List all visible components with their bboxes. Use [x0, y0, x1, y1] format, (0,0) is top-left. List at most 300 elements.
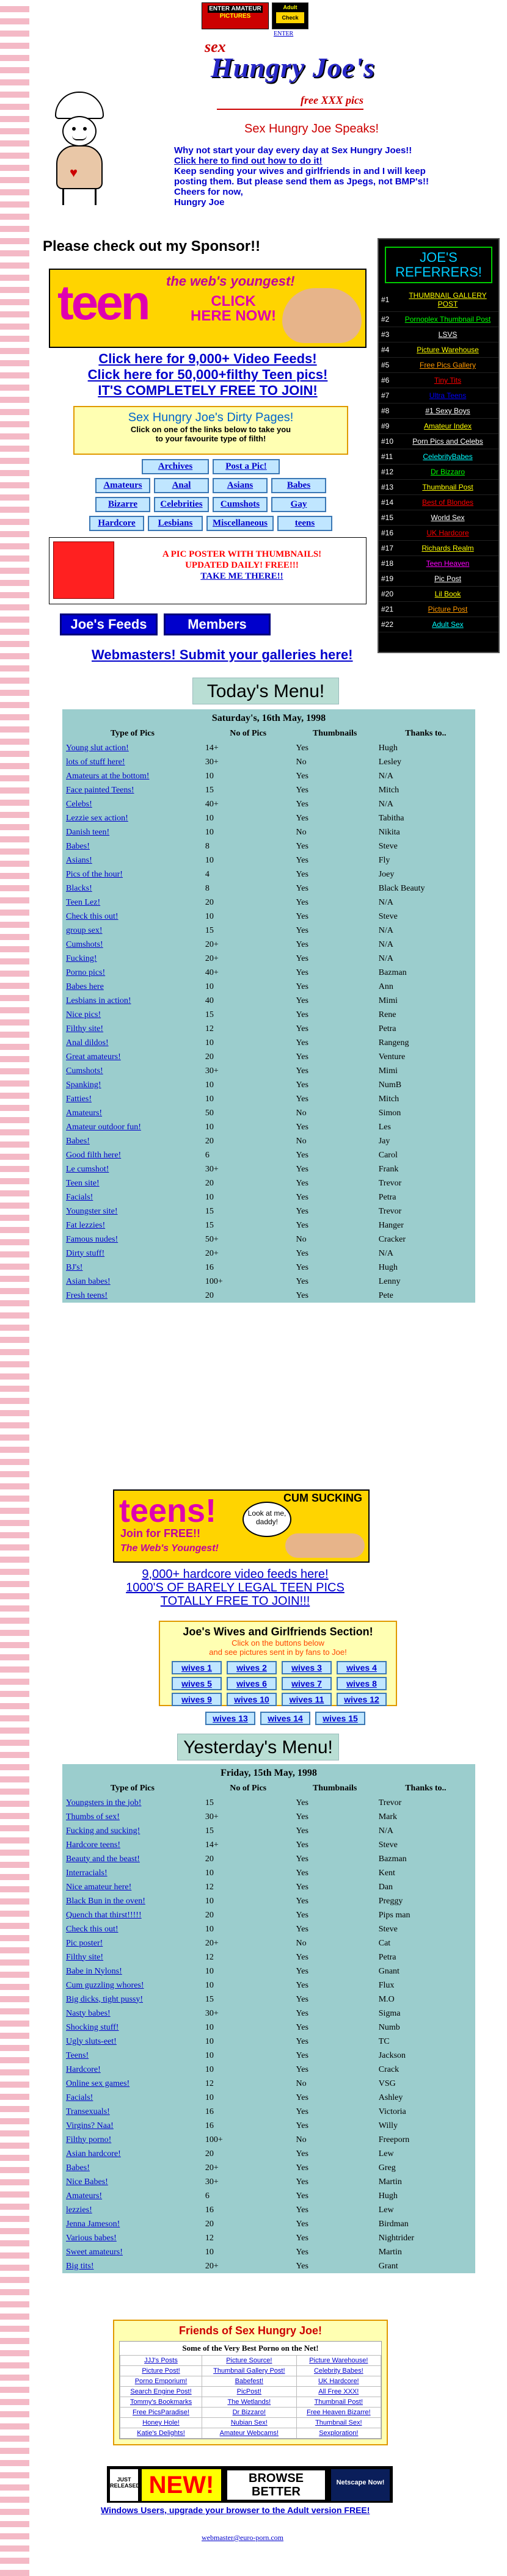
cell-thanks: Fly — [378, 855, 390, 865]
gallery-link[interactable]: Beauty and the beast! — [66, 1854, 140, 1864]
cell-thumbs: Yes — [296, 1798, 308, 1807]
cell-count: 6 — [205, 2191, 210, 2201]
friend-link[interactable]: Free PicsParadise! — [120, 2408, 202, 2418]
friend-link[interactable]: Picture Source! — [202, 2356, 297, 2366]
category-post-a-pic[interactable]: Post a Pic! — [213, 459, 280, 474]
cell-thanks: Sigma — [378, 2008, 401, 2018]
gallery-link[interactable]: Big tits! — [66, 2261, 94, 2271]
cell-type — [62, 1838, 203, 1852]
referrer-link[interactable]: Dr Bizzaro — [397, 465, 498, 480]
how-to-link[interactable]: Click here to find out how to do it! — [174, 156, 323, 166]
gallery-link[interactable]: Youngster site! — [66, 1206, 118, 1216]
table-row — [62, 1978, 475, 1992]
gallery-link[interactable]: lots of stuff here! — [66, 757, 125, 767]
gallery-link[interactable]: Lesbians in action! — [66, 996, 131, 1005]
category-miscellaneous[interactable]: Miscellaneous — [206, 516, 274, 531]
gallery-link[interactable]: Fatties! — [66, 1094, 92, 1104]
category-hardcore[interactable]: Hardcore — [89, 516, 144, 531]
cell-thumbs: Yes — [296, 813, 308, 823]
wives-title: Joe's Wives and Girlfriends Section! — [183, 1626, 373, 1638]
cell-count: 20 — [205, 2149, 214, 2158]
adult-check-banner[interactable] — [272, 2, 308, 29]
gallery-link[interactable]: Famous nudes! — [66, 1234, 119, 1244]
cell-count: 20 — [205, 897, 214, 907]
gallery-link[interactable]: Filthy site! — [66, 1952, 104, 1962]
cell-count: 40+ — [205, 968, 219, 977]
gallery-link[interactable]: Youngsters in the job! — [66, 1798, 142, 1807]
gallery-link[interactable]: Asian babes! — [66, 1276, 111, 1286]
referrer-row — [379, 526, 498, 541]
gallery-link[interactable]: Fucking and sucking! — [66, 1826, 140, 1836]
cell-count: 20+ — [205, 953, 219, 963]
gallery-link[interactable]: Nice pics! — [66, 1010, 101, 1019]
cell-thumbs: No — [296, 1108, 307, 1118]
gallery-link[interactable]: Teens! — [66, 2050, 89, 2060]
cell-thanks: Trevor — [378, 1178, 402, 1188]
cell-thanks: Bazman — [378, 968, 407, 977]
gallery-link[interactable]: Teen Lez! — [66, 897, 101, 907]
gallery-link[interactable]: Black Bun in the oven! — [66, 1896, 145, 1906]
referrer-link[interactable]: Adult Sex — [397, 617, 498, 632]
gallery-link[interactable]: Amateurs at the bottom! — [66, 771, 150, 781]
gallery-link[interactable]: Babes! — [66, 1136, 90, 1146]
cell-thanks: Mark — [378, 1812, 398, 1822]
gallery-link[interactable]: Virgins? Naa! — [66, 2121, 114, 2130]
wives-button-5[interactable]: wives 5 — [172, 1677, 222, 1690]
referrer-row — [379, 373, 498, 388]
table-row — [62, 1190, 475, 1204]
dirty-pages-title: Sex Hungry Joe's Dirty Pages! — [128, 411, 294, 424]
gallery-link[interactable]: BJ's! — [66, 1262, 83, 1272]
cell-count: 10 — [205, 2022, 214, 2032]
gallery-link[interactable]: Fat lezzies! — [66, 1220, 106, 1230]
table-row — [62, 1275, 475, 1289]
cell-thumbs: Yes — [296, 968, 308, 977]
cell-count: 12 — [205, 1882, 214, 1892]
gallery-link[interactable]: Ugly sluts-eet! — [66, 2036, 117, 2046]
wives-button-1[interactable]: wives 1 — [172, 1661, 222, 1674]
webmaster-email-link[interactable]: webmaster@euro-porn.com — [202, 2533, 284, 2542]
category-gay[interactable]: Gay — [271, 497, 326, 512]
cell-count: 4 — [205, 869, 210, 879]
cell-type — [62, 1992, 203, 2006]
sponsor-heading: Please check out my Sponsor!! — [43, 238, 261, 255]
promo-links-1 — [49, 351, 367, 399]
friend-link[interactable]: Amateur Webcams! — [202, 2428, 297, 2439]
referrer-link[interactable]: Picture Warehouse — [397, 342, 498, 358]
speech-bubble: Look at me, daddy! — [243, 1502, 291, 1537]
cell-type — [62, 1148, 203, 1162]
friend-link[interactable]: JJJ's Posts — [120, 2356, 202, 2366]
gallery-link[interactable]: Hardcore! — [66, 2064, 101, 2074]
cell-type — [62, 1866, 203, 1880]
video-feeds-link[interactable]: Click here for 9,000+ Video Feeds! — [98, 351, 317, 366]
gallery-link[interactable]: Cumshots! — [66, 939, 103, 949]
browse-better: BROWSE BETTER — [227, 2470, 325, 2500]
table-row — [62, 797, 475, 811]
gallery-link[interactable]: Sweet amateurs! — [66, 2247, 123, 2257]
friend-link[interactable]: Porno Emporium! — [120, 2376, 202, 2387]
friend-link[interactable]: Picture Warehouse! — [296, 2356, 381, 2366]
cell-count: 20+ — [205, 939, 219, 949]
intro-line: Cheers for now, — [174, 187, 243, 197]
cell-type — [62, 2119, 203, 2133]
cell-count: 10 — [205, 1966, 214, 1976]
gallery-link[interactable]: Interracials! — [66, 1868, 108, 1878]
friends-section — [113, 2320, 388, 2445]
category-celebrities[interactable]: Celebrities — [154, 497, 209, 512]
yesterdays-menu-table — [61, 1763, 476, 2274]
friend-link[interactable]: The Wetlands! — [202, 2397, 297, 2408]
gallery-link[interactable]: Asian hardcore! — [66, 2149, 121, 2158]
referrer-link[interactable]: Best of Blondes — [397, 495, 498, 510]
cell-count: 10 — [205, 855, 214, 865]
cell-type — [62, 2161, 203, 2175]
gallery-link[interactable]: Fresh teens! — [66, 1290, 108, 1300]
wives-button-8[interactable]: wives 8 — [337, 1677, 387, 1690]
cell-thumbs: Yes — [296, 2050, 308, 2060]
gallery-link[interactable]: Danish teen! — [66, 827, 110, 837]
referrer-rank: #10 — [379, 434, 397, 449]
wives-button-7[interactable]: wives 7 — [282, 1677, 332, 1690]
wives-button-10[interactable]: wives 10 — [227, 1693, 277, 1706]
referrer-link[interactable]: Porn Pics and Celebs — [397, 434, 498, 449]
cell-thumbs: Yes — [296, 2149, 308, 2158]
logo-free: free XXX pics — [301, 94, 363, 106]
friend-link[interactable]: Honey Hole! — [120, 2418, 202, 2428]
referrer-link[interactable]: Richards Realm — [397, 541, 498, 556]
wives-button-9[interactable]: wives 9 — [172, 1693, 222, 1706]
table-row — [62, 1289, 475, 1303]
gallery-link[interactable]: Filthy porno! — [66, 2135, 112, 2144]
table-row — [62, 1950, 475, 1964]
cell-type — [62, 1880, 203, 1894]
friend-link[interactable]: Celebrity Babes! — [296, 2366, 381, 2376]
table-row — [62, 1880, 475, 1894]
teen-pics-link[interactable]: Click here for 50,000+filthy Teen pics! — [87, 367, 328, 382]
referrer-link[interactable]: Tiny Tits — [397, 373, 498, 388]
cell-count: 10 — [205, 2036, 214, 2046]
wives-button-2[interactable]: wives 2 — [227, 1661, 277, 1674]
gallery-link[interactable]: lezzies! — [66, 2205, 92, 2215]
table-row — [62, 1908, 475, 1922]
cell-type — [62, 1078, 203, 1092]
cell-thumbs: Yes — [296, 1910, 308, 1920]
referrer-link[interactable]: Amateur Index — [397, 419, 498, 434]
cell-thanks: Les — [378, 1122, 391, 1132]
gallery-link[interactable]: Blacks! — [66, 883, 92, 893]
gallery-link[interactable]: Amateurs! — [66, 1108, 103, 1118]
referrer-link[interactable]: Thumbnail Post — [397, 480, 498, 495]
friend-link[interactable]: Tommy's Bookmarks — [120, 2397, 202, 2408]
table-row — [62, 895, 475, 910]
category-teens[interactable]: teens — [277, 516, 332, 531]
referrer-link[interactable]: CelebrityBabes — [397, 449, 498, 465]
cell-type — [62, 1908, 203, 1922]
gallery-link[interactable]: Jenna Jameson! — [66, 2219, 120, 2229]
gallery-link[interactable]: Facials! — [66, 1192, 93, 1202]
referrer-rank: #19 — [379, 571, 397, 587]
enter-link[interactable]: ENTER — [274, 31, 294, 37]
friend-link[interactable]: Babefest! — [202, 2376, 297, 2387]
referrer-link[interactable]: Pornoplex Thumbnail Post — [397, 312, 498, 327]
wives-button-3[interactable]: wives 3 — [282, 1661, 332, 1674]
teens-join-banner[interactable] — [113, 1489, 370, 1563]
intro-line: Keep sending your wives and girlfriends in and I will keep — [174, 166, 426, 176]
poster-link[interactable]: TAKE ME THERE!! — [200, 571, 283, 581]
wives-sub: Click on the buttons below — [232, 1638, 324, 1648]
category-amateurs[interactable]: Amateurs — [95, 478, 150, 493]
referrer-link[interactable]: THUMBNAIL GALLERY POST — [397, 288, 498, 312]
friend-link[interactable]: Dr Bizzaro! — [202, 2408, 297, 2418]
cell-count: 12 — [205, 2233, 214, 2243]
wives-button-6[interactable]: wives 6 — [227, 1677, 277, 1690]
cell-thumbs: Yes — [296, 1206, 308, 1216]
referrer-link[interactable]: #1 Sexy Boys — [397, 403, 498, 419]
gallery-link[interactable]: Teen site! — [66, 1178, 100, 1188]
category-lesbians[interactable]: Lesbians — [148, 516, 203, 531]
gallery-link[interactable]: Great amateurs! — [66, 1052, 121, 1062]
gallery-link[interactable]: Babes here — [66, 982, 104, 991]
cell-thumbs: Yes — [296, 1840, 308, 1850]
cell-thumbs: Yes — [296, 1066, 308, 1076]
table-row — [62, 2021, 475, 2035]
chef-mascot-image — [43, 92, 116, 208]
table-row — [62, 1120, 475, 1134]
gallery-link[interactable]: Filthy site! — [66, 1024, 104, 1033]
referrer-link[interactable]: Free Pics Gallery — [397, 358, 498, 373]
free-to-join-link[interactable]: IT'S COMPLETELY FREE TO JOIN! — [98, 383, 318, 398]
table-row — [62, 1922, 475, 1936]
members-button[interactable]: Members — [164, 613, 271, 635]
windows-upgrade-link[interactable]: Windows Users, upgrade your browser to the Adult version FREE! — [101, 2505, 370, 2515]
cell-count: 20 — [205, 1290, 214, 1300]
gallery-link[interactable]: Nice amateur here! — [66, 1882, 132, 1892]
gallery-link[interactable]: Nasty babes! — [66, 2008, 111, 2018]
webmasters-submit-link[interactable]: Webmasters! Submit your galleries here! — [92, 647, 353, 662]
gallery-link[interactable]: Babes! — [66, 2163, 90, 2173]
teen-sponsor-banner[interactable] — [49, 269, 367, 348]
gallery-link[interactable]: Dirty stuff! — [66, 1248, 105, 1258]
enter-amateur-banner[interactable] — [202, 2, 269, 29]
gallery-link[interactable]: Nice Babes! — [66, 2177, 108, 2187]
gallery-link[interactable]: group sex! — [66, 925, 103, 935]
table-row — [62, 924, 475, 938]
wives-button-13[interactable]: wives 13 — [205, 1712, 255, 1725]
referrer-link[interactable]: UK Hardcore — [397, 526, 498, 541]
wives-button-14[interactable]: wives 14 — [260, 1712, 310, 1725]
barely-legal-link[interactable]: 1000'S OF BARELY LEGAL TEEN PICS — [126, 1581, 345, 1594]
friend-link[interactable]: Picture Post! — [120, 2366, 202, 2376]
poster-thumbnail — [53, 541, 114, 599]
gallery-link[interactable]: Thumbs of sex! — [66, 1812, 120, 1822]
chef-eye — [83, 127, 87, 131]
cell-count: 10 — [205, 827, 214, 837]
table-row — [62, 1824, 475, 1838]
referrer-link[interactable]: Teen Heaven — [397, 556, 498, 571]
table-row — [62, 825, 475, 839]
gallery-link[interactable]: Hardcore teens! — [66, 1840, 121, 1850]
cell-type — [62, 1050, 203, 1064]
gallery-link[interactable]: Celebs! — [66, 799, 92, 809]
gallery-link[interactable]: Porno pics! — [66, 968, 106, 977]
cell-count: 6 — [205, 1150, 210, 1160]
referrer-rank: #7 — [379, 388, 397, 403]
cell-thumbs: Yes — [296, 1868, 308, 1878]
table-row — [62, 783, 475, 797]
gallery-link[interactable]: Online sex games! — [66, 2079, 130, 2088]
referrer-row — [379, 403, 498, 419]
cell-type — [62, 1796, 203, 1810]
gallery-link[interactable]: Cumshots! — [66, 1066, 103, 1076]
referrer-rank: #22 — [379, 617, 397, 632]
friend-link[interactable]: Free Heaven Bizarre! — [296, 2408, 381, 2418]
friend-link[interactable]: UK Hardcore! — [296, 2376, 381, 2387]
gallery-link[interactable]: Lezzie sex action! — [66, 813, 128, 823]
friend-link[interactable]: Search Engine Post! — [120, 2387, 202, 2397]
cell-type — [62, 1008, 203, 1022]
referrer-link[interactable]: World Sex — [397, 510, 498, 526]
gallery-link[interactable]: Cum guzzling whores! — [66, 1980, 144, 1990]
cell-thumbs: Yes — [296, 1952, 308, 1962]
cell-thanks: Trevor — [378, 1798, 402, 1807]
referrer-link[interactable]: Picture Post — [397, 602, 498, 617]
category-asians[interactable]: Asians — [213, 478, 268, 493]
gallery-link[interactable]: Young slut action! — [66, 743, 129, 753]
gallery-link[interactable]: Le cumshot! — [66, 1164, 109, 1174]
gallery-link[interactable]: Pic poster! — [66, 1938, 103, 1948]
table-row — [62, 1162, 475, 1176]
referrer-link[interactable]: LSVS — [397, 327, 498, 342]
pic-poster-banner[interactable] — [49, 537, 367, 604]
cell-type — [62, 797, 203, 811]
cell-thanks: Petra — [378, 1952, 396, 1962]
gallery-link[interactable]: Pics of the hour! — [66, 869, 123, 879]
gallery-link[interactable]: Asians! — [66, 855, 92, 865]
cell-count: 8 — [205, 841, 210, 851]
gallery-link[interactable]: Anal dildos! — [66, 1038, 109, 1047]
referrer-row — [379, 288, 498, 312]
friend-link[interactable]: Thumbnail Gallery Post! — [202, 2366, 297, 2376]
wives-button-15[interactable]: wives 15 — [315, 1712, 365, 1725]
cell-thanks: Flux — [378, 1980, 395, 1990]
gallery-link[interactable]: Amateurs! — [66, 2191, 103, 2201]
gallery-link[interactable]: Babe in Nylons! — [66, 1966, 122, 1976]
gallery-link[interactable]: Check this out! — [66, 1924, 119, 1934]
joes-feeds-button[interactable]: Joe's Feeds — [60, 613, 158, 635]
category-anal[interactable]: Anal — [154, 478, 209, 493]
gallery-link[interactable]: Babes! — [66, 841, 90, 851]
gallery-link[interactable]: Shocking stuff! — [66, 2022, 119, 2032]
cell-type — [62, 910, 203, 924]
cell-thanks: VSG — [378, 2079, 396, 2088]
table-row — [62, 2091, 475, 2105]
gallery-link[interactable]: Transexuals! — [66, 2107, 110, 2116]
gallery-link[interactable]: Various babes! — [66, 2233, 117, 2243]
gallery-link[interactable]: Facials! — [66, 2093, 93, 2102]
gallery-link[interactable]: Spanking! — [66, 1080, 101, 1090]
table-row — [62, 1992, 475, 2006]
table-row — [62, 2063, 475, 2077]
category-babes[interactable]: Babes — [271, 478, 326, 493]
cell-type — [62, 1922, 203, 1936]
gallery-link[interactable]: Check this out! — [66, 911, 119, 921]
poster-line: UPDATED DAILY! FREE!!! — [185, 560, 299, 570]
banner-photo — [282, 288, 362, 343]
cell-thanks: N/A — [378, 799, 393, 809]
wives-button-12[interactable]: wives 12 — [337, 1693, 387, 1706]
gallery-link[interactable]: Amateur outdoor fun! — [66, 1122, 141, 1132]
cell-thanks: Mimi — [378, 996, 398, 1005]
gallery-link[interactable]: Fucking! — [66, 953, 97, 963]
cell-type — [62, 2203, 203, 2217]
cell-type — [62, 1022, 203, 1036]
wives-button-11[interactable]: wives 11 — [282, 1693, 332, 1706]
cell-type — [62, 755, 203, 769]
hardcore-feeds-link[interactable]: 9,000+ hardcore video feeds here! — [142, 1568, 329, 1581]
gallery-link[interactable]: Quench that thirst!!!!! — [66, 1910, 142, 1920]
friend-link[interactable]: Thumbnail Post! — [296, 2397, 381, 2408]
gallery-link[interactable]: Big dicks, tight pussy! — [66, 1994, 144, 2004]
table-row — [62, 881, 475, 895]
category-bizarre[interactable]: Bizarre — [95, 497, 150, 512]
friend-link[interactable]: PicPost! — [202, 2387, 297, 2397]
gallery-link[interactable]: Good filth here! — [66, 1150, 122, 1160]
chef-hat — [55, 92, 104, 119]
cell-count: 15 — [205, 1994, 214, 2004]
teens-youngest: The Web's Youngest! — [120, 1543, 219, 1554]
category-cumshots[interactable]: Cumshots — [213, 497, 268, 512]
referrer-row — [379, 465, 498, 480]
cell-thanks: Hanger — [378, 1220, 404, 1230]
cell-count: 30+ — [205, 1164, 219, 1174]
friend-link[interactable]: Thumbnail Sex! — [296, 2418, 381, 2428]
teen-word: teen — [57, 275, 148, 330]
cell-thanks: Kent — [378, 1868, 395, 1878]
friend-link[interactable]: Nubian Sex! — [202, 2418, 297, 2428]
category-archives[interactable]: Archives — [142, 459, 209, 474]
teen-click-here: CLICK HERE NOW! — [191, 293, 276, 324]
gallery-link[interactable]: Face painted Teens! — [66, 785, 134, 795]
cell-count: 20 — [205, 1178, 214, 1188]
cell-thanks: Hugh — [378, 1262, 398, 1272]
friend-link[interactable]: All Free XXX! — [296, 2387, 381, 2397]
table-row — [62, 1866, 475, 1880]
cell-count: 14+ — [205, 1840, 219, 1850]
teens-word: teens! — [119, 1492, 217, 1529]
cell-type — [62, 2091, 203, 2105]
friend-link[interactable]: Sexploration! — [296, 2428, 381, 2439]
wives-button-4[interactable]: wives 4 — [337, 1661, 387, 1674]
table-row — [62, 910, 475, 924]
netscape-banner[interactable] — [107, 2466, 393, 2503]
cell-thumbs: Yes — [296, 1994, 308, 2004]
referrer-row — [379, 617, 498, 632]
col-thumbs: Thumbnails — [312, 729, 357, 738]
referrer-link[interactable]: Lil Book — [397, 587, 498, 602]
totally-free-link[interactable]: TOTALLY FREE TO JOIN!!! — [160, 1594, 310, 1608]
cell-type — [62, 2147, 203, 2161]
wives-sub: and see pictures sent in by fans to Joe! — [209, 1648, 347, 1657]
cell-thumbs: Yes — [296, 1192, 308, 1202]
cell-thumbs: Yes — [296, 2036, 308, 2046]
table-row — [62, 1078, 475, 1092]
friend-link[interactable]: Katie's Delights! — [120, 2428, 202, 2439]
referrer-link[interactable]: Ultra Teens — [397, 388, 498, 403]
cell-count: 10 — [205, 1192, 214, 1202]
referrer-row — [379, 449, 498, 465]
referrer-link[interactable]: Pic Post — [397, 571, 498, 587]
